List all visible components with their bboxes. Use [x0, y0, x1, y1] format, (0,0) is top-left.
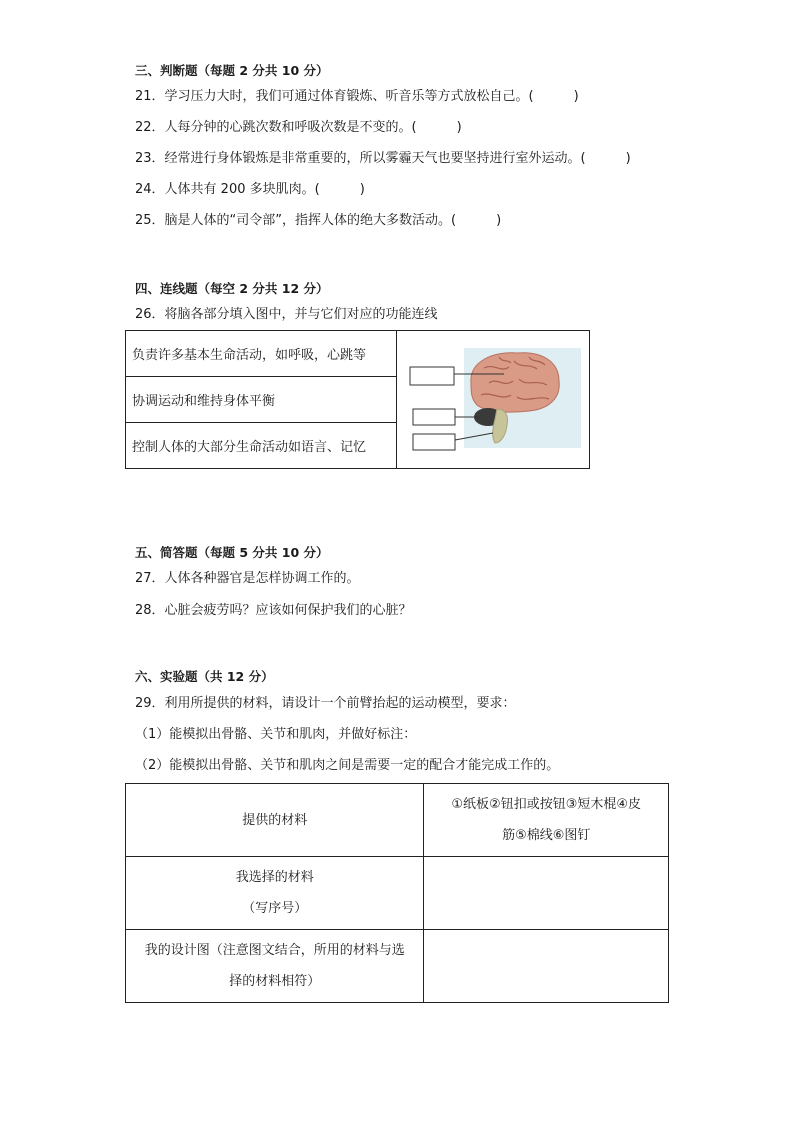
brain-diagram: [409, 343, 589, 458]
question-22-text: 22．人每分钟的心跳次数和呼吸次数是不变的。(: [135, 120, 417, 135]
requirement-2: （2）能模拟出骨骼、关节和肌肉之间是需要一定的配合才能完成工作的。: [135, 758, 560, 773]
question-21-text: 21．学习压力大时，我们可通过体育锻炼、听音乐等方式放松自己。(: [135, 89, 534, 104]
brain-image: [409, 343, 589, 458]
provided-materials-label: 提供的材料: [126, 784, 424, 857]
section6-heading: 六、实验题（共 12 分）: [135, 669, 274, 684]
question-23-close: ): [625, 151, 631, 166]
question-21-close: ): [573, 89, 579, 104]
label-box-cerebrum[interactable]: [410, 367, 454, 385]
design-drawing-answer[interactable]: [424, 930, 669, 1003]
materials-line-2: 筋⑤棉线⑥图钉: [502, 828, 591, 843]
experiment-table: [125, 783, 669, 1003]
question-24-text: 24．人体共有 200 多块肌肉。(: [135, 182, 320, 197]
question-28: 28．心脏会疲劳吗？应该如何保护我们的心脏？: [135, 603, 412, 618]
matching-table: [125, 330, 590, 469]
section5-heading: 五、简答题（每题 5 分共 10 分）: [135, 545, 329, 560]
question-21: [135, 88, 579, 106]
section3-heading: 三、判断题（每题 2 分共 10 分）: [135, 63, 329, 78]
question-25-text: 25．脑是人体的“司令部”，指挥人体的绝大多数活动。(: [135, 213, 457, 228]
question-23: [135, 150, 631, 168]
question-29: 29．利用所提供的材料，请设计一个前臂抬起的运动模型，要求：: [135, 696, 516, 711]
function-coordination-balance[interactable]: 协调运动和维持身体平衡: [126, 377, 397, 423]
question-26: 26．将脑各部分填入图中，并与它们对应的功能连线: [135, 307, 438, 322]
selected-materials-line-2: （写序号）: [242, 901, 308, 916]
question-22: [135, 119, 462, 137]
question-27: 27．人体各种器官是怎样协调工作的。: [135, 571, 360, 586]
selected-materials-answer[interactable]: [424, 857, 669, 930]
function-language-memory[interactable]: 控制人体的大部分生命活动如语言、记忆: [126, 423, 397, 469]
question-25: [135, 212, 501, 230]
materials-line-1: ①纸板②钮扣或按钮③短木棍④皮: [451, 797, 642, 812]
question-25-close: ): [496, 213, 502, 228]
section4-heading: 四、连线题（每空 2 分共 12 分）: [135, 281, 329, 296]
label-box-brainstem[interactable]: [413, 434, 455, 450]
question-22-close: ): [456, 120, 462, 135]
question-24: [135, 181, 365, 199]
design-drawing-line-2: 择的材料相符）: [229, 974, 321, 989]
brain-diagram-cell: [397, 331, 590, 469]
label-box-cerebellum[interactable]: [413, 409, 455, 425]
selected-materials-line-1: 我选择的材料: [235, 870, 314, 885]
requirement-1: （1）能模拟出骨骼、关节和肌肉，并做好标注：: [135, 727, 417, 742]
function-breathing-heartbeat[interactable]: 负责许多基本生命活动，如呼吸，心跳等: [126, 331, 397, 377]
provided-materials-list: [424, 784, 669, 857]
question-24-close: ): [359, 182, 365, 197]
design-drawing-label: [126, 930, 424, 1003]
design-drawing-line-1: 我的设计图（注意图文结合，所用的材料与选: [144, 943, 405, 958]
question-23-text: 23．经常进行身体锻炼是非常重要的，所以雾霾天气也要坚持进行室外运动。(: [135, 151, 586, 166]
selected-materials-label: [126, 857, 424, 930]
